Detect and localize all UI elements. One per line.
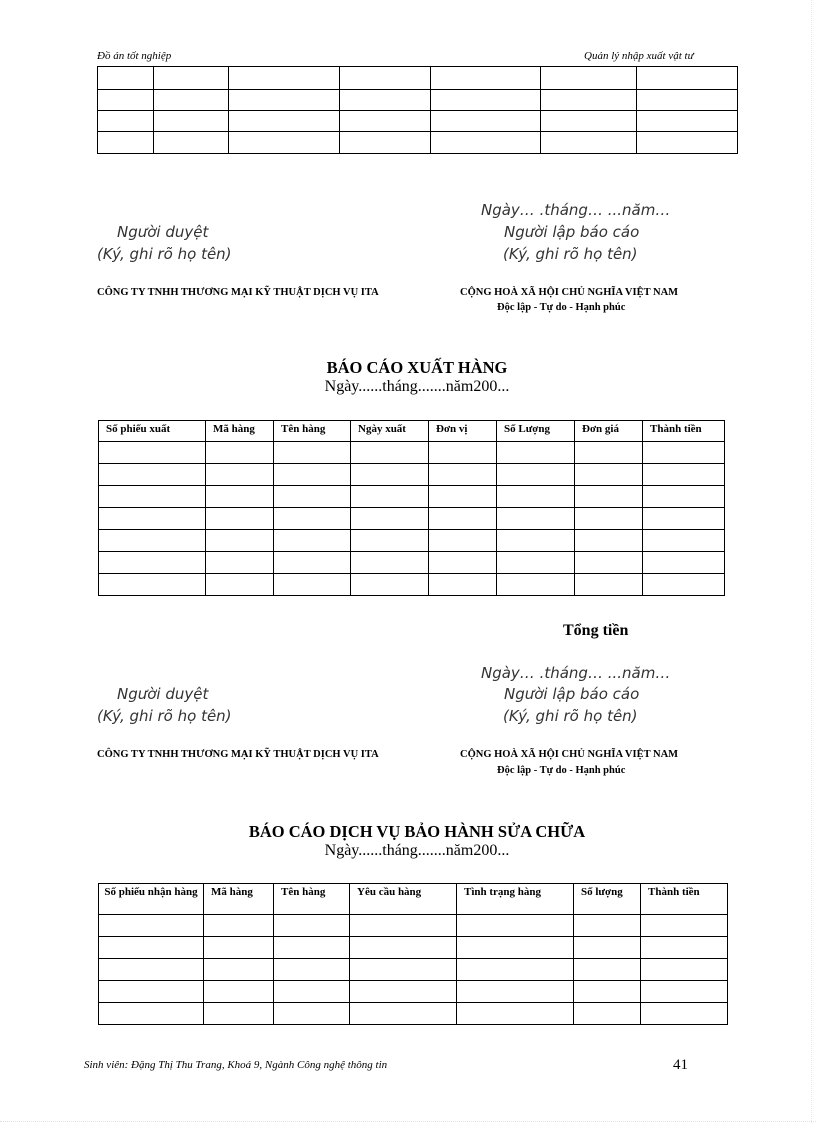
export-table-cell (206, 464, 274, 486)
export-col-header: Thành tiền (643, 421, 725, 442)
export-table-cell (206, 508, 274, 530)
top-table-cell (340, 90, 431, 111)
warranty-table-cell (204, 915, 274, 937)
warranty-table-cell (457, 937, 574, 959)
export-table-row (99, 552, 725, 574)
export-table-cell (351, 530, 429, 552)
top-table-row (98, 67, 738, 90)
warranty-table-cell (99, 915, 204, 937)
warranty-col-header: Số lượng (574, 884, 641, 915)
warranty-table-cell (574, 1003, 641, 1025)
export-table-cell (274, 552, 351, 574)
export-table-cell (643, 508, 725, 530)
warranty-table-row (99, 981, 728, 1003)
warranty-table-cell (274, 1003, 350, 1025)
export-table-cell (429, 508, 497, 530)
nation-name-1: CỘNG HOÀ XÃ HỘI CHỦ NGHĨA VIỆT NAM (460, 287, 679, 298)
warranty-table-cell (350, 915, 457, 937)
export-table-cell (575, 552, 643, 574)
warranty-col-header: Mã hàng (204, 884, 274, 915)
warranty-col-header: Yêu cầu hàng (350, 884, 457, 915)
export-table-header (99, 421, 725, 442)
export-table-cell (643, 552, 725, 574)
warranty-table-cell (350, 981, 457, 1003)
export-table-cell (206, 486, 274, 508)
top-table-cell (637, 132, 738, 154)
warranty-table-cell (641, 981, 728, 1003)
warranty-table-cell (641, 915, 728, 937)
export-table-cell (497, 574, 575, 596)
total-label: Tổng tiền (563, 622, 629, 639)
warranty-table (98, 883, 728, 1025)
export-table-cell (429, 486, 497, 508)
export-table-cell (497, 464, 575, 486)
warranty-table-row (99, 1003, 728, 1025)
export-col-header: Đơn giá (575, 421, 643, 442)
warranty-report-title: BÁO CÁO DỊCH VỤ BẢO HÀNH SỬA CHỮA (248, 822, 586, 841)
export-table-cell (351, 442, 429, 464)
export-table-cell (99, 486, 206, 508)
warranty-table-cell (457, 981, 574, 1003)
export-table-cell (99, 442, 206, 464)
page-edge-bottom (0, 1121, 816, 1122)
warranty-col-header: Số phiếu nhận hàng (99, 884, 204, 915)
export-col-header: Tên hàng (274, 421, 351, 442)
export-table-cell (351, 574, 429, 596)
approver-note-1: (Ký, ghi rõ họ tên) (97, 245, 232, 263)
export-table-cell (206, 442, 274, 464)
top-table-cell (98, 132, 154, 154)
export-table-cell (497, 486, 575, 508)
warranty-table-row (99, 959, 728, 981)
export-table-cell (643, 442, 725, 464)
export-table-row (99, 530, 725, 552)
warranty-col-header: Tên hàng (274, 884, 350, 915)
warranty-table-cell (99, 981, 204, 1003)
export-table-cell (643, 486, 725, 508)
export-table-row (99, 574, 725, 596)
export-table-cell (643, 574, 725, 596)
export-table-cell (99, 508, 206, 530)
reporter-note-1: (Ký, ghi rõ họ tên) (503, 245, 638, 263)
top-table-cell (229, 132, 340, 154)
warranty-table-cell (99, 937, 204, 959)
top-table-cell (637, 67, 738, 90)
warranty-table-header (99, 884, 728, 915)
top-table-row (98, 111, 738, 132)
top-table-cell (229, 111, 340, 132)
nation-name-2: CỘNG HOÀ XÃ HỘI CHỦ NGHĨA VIỆT NAM (460, 749, 679, 760)
top-table-cell (98, 67, 154, 90)
export-table-cell (274, 508, 351, 530)
export-table-cell (429, 574, 497, 596)
export-table-cell (575, 574, 643, 596)
export-table-cell (575, 530, 643, 552)
motto-1: Độc lập - Tự do - Hạnh phúc (497, 302, 626, 313)
top-table-cell (541, 67, 637, 90)
top-table-row (98, 132, 738, 154)
warranty-table-cell (274, 937, 350, 959)
export-table-cell (497, 552, 575, 574)
company-name-1: CÔNG TY TNHH THƯƠNG MẠI KỸ THUẬT DỊCH VỤ ITA (97, 287, 379, 298)
header-right: Quản lý nhập xuất vật tư (584, 50, 694, 62)
export-table-cell (99, 574, 206, 596)
export-table-cell (274, 464, 351, 486)
export-table (98, 420, 725, 596)
warranty-table-cell (574, 959, 641, 981)
export-col-header: Số phiếu xuất (99, 421, 206, 442)
warranty-table-cell (99, 1003, 204, 1025)
export-report-title: BÁO CÁO XUẤT HÀNG (326, 358, 508, 377)
export-table-cell (351, 508, 429, 530)
warranty-table-cell (457, 1003, 574, 1025)
warranty-table-cell (641, 937, 728, 959)
export-table-cell (99, 464, 206, 486)
export-report-date: Ngày......tháng.......năm200... (324, 378, 510, 395)
export-table-cell (274, 530, 351, 552)
export-table-cell (643, 464, 725, 486)
top-table-cell (637, 90, 738, 111)
export-table-cell (351, 464, 429, 486)
warranty-table-cell (457, 915, 574, 937)
export-col-header: Số Lượng (497, 421, 575, 442)
export-table-row (99, 464, 725, 486)
export-table-cell (99, 530, 206, 552)
export-table-cell (206, 574, 274, 596)
export-table-cell (497, 530, 575, 552)
top-table-cell (154, 90, 229, 111)
top-table-cell (229, 67, 340, 90)
warranty-table-cell (204, 981, 274, 1003)
export-table-cell (429, 552, 497, 574)
top-table-cell (229, 90, 340, 111)
header-left: Đồ án tốt nghiệp (97, 50, 172, 62)
warranty-table-cell (641, 959, 728, 981)
warranty-table-cell (274, 915, 350, 937)
warranty-table-cell (574, 981, 641, 1003)
warranty-table-cell (350, 1003, 457, 1025)
top-table-cell (637, 111, 738, 132)
page-number: 41 (673, 1057, 688, 1073)
export-table-cell (206, 552, 274, 574)
warranty-col-header: Thành tiền (641, 884, 728, 915)
warranty-col-header: Tình trạng hàng (457, 884, 574, 915)
export-table-cell (575, 508, 643, 530)
top-table (97, 66, 738, 154)
warranty-table-cell (457, 959, 574, 981)
top-table-cell (431, 111, 541, 132)
warranty-report-date: Ngày......tháng.......năm200... (324, 842, 510, 859)
top-table-cell (541, 111, 637, 132)
export-table-row (99, 486, 725, 508)
top-table-cell (340, 111, 431, 132)
footer-student: Sinh viên: Đặng Thị Thu Trang, Khoá 9, Ngành Công nghệ thông tin (84, 1059, 388, 1071)
warranty-table-cell (204, 937, 274, 959)
warranty-table-row (99, 915, 728, 937)
top-table-cell (340, 132, 431, 154)
export-col-header: Ngày xuất (351, 421, 429, 442)
top-table-row (98, 90, 738, 111)
warranty-table-cell (574, 937, 641, 959)
warranty-table-cell (204, 959, 274, 981)
top-table-cell (541, 90, 637, 111)
export-table-cell (274, 442, 351, 464)
export-table-cell (643, 530, 725, 552)
export-table-cell (429, 530, 497, 552)
motto-2: Độc lập - Tự do - Hạnh phúc (497, 765, 626, 776)
export-table-cell (575, 464, 643, 486)
warranty-table-cell (274, 981, 350, 1003)
export-col-header: Đơn vị (429, 421, 497, 442)
company-name-2: CÔNG TY TNHH THƯƠNG MẠI KỸ THUẬT DỊCH VỤ ITA (97, 749, 379, 760)
export-table-cell (274, 574, 351, 596)
top-table-cell (154, 132, 229, 154)
warranty-table-cell (204, 1003, 274, 1025)
export-table-cell (351, 552, 429, 574)
top-table-cell (431, 90, 541, 111)
export-table-row (99, 442, 725, 464)
top-table-cell (340, 67, 431, 90)
warranty-table-row (99, 937, 728, 959)
top-table-cell (154, 67, 229, 90)
top-table-cell (431, 67, 541, 90)
warranty-table-cell (350, 937, 457, 959)
export-table-row (99, 508, 725, 530)
export-table-cell (429, 464, 497, 486)
warranty-table-cell (574, 915, 641, 937)
export-table-cell (206, 530, 274, 552)
warranty-table-cell (274, 959, 350, 981)
export-table-cell (351, 486, 429, 508)
top-table-cell (98, 90, 154, 111)
export-table-cell (497, 442, 575, 464)
date-line-2: Ngày… .tháng… ...năm… (481, 664, 671, 682)
reporter-label-1: Người lập báo cáo (504, 223, 640, 241)
approver-label-1: Người duyệt (117, 223, 209, 241)
approver-label-2: Người duyệt (117, 685, 209, 703)
warranty-table-cell (350, 959, 457, 981)
export-table-cell (429, 442, 497, 464)
approver-note-2: (Ký, ghi rõ họ tên) (97, 707, 232, 725)
top-table-cell (541, 132, 637, 154)
warranty-table-cell (99, 959, 204, 981)
export-col-header: Mã hàng (206, 421, 274, 442)
warranty-table-cell (641, 1003, 728, 1025)
reporter-note-2: (Ký, ghi rõ họ tên) (503, 707, 638, 725)
top-table-cell (154, 111, 229, 132)
reporter-label-2: Người lập báo cáo (504, 685, 640, 703)
date-line-1: Ngày… .tháng… ...năm… (481, 201, 671, 219)
export-table-cell (274, 486, 351, 508)
top-table-cell (431, 132, 541, 154)
export-table-cell (99, 552, 206, 574)
top-table-cell (98, 111, 154, 132)
export-table-cell (575, 442, 643, 464)
export-table-cell (575, 486, 643, 508)
export-table-cell (497, 508, 575, 530)
page-edge-right (811, 0, 812, 1123)
